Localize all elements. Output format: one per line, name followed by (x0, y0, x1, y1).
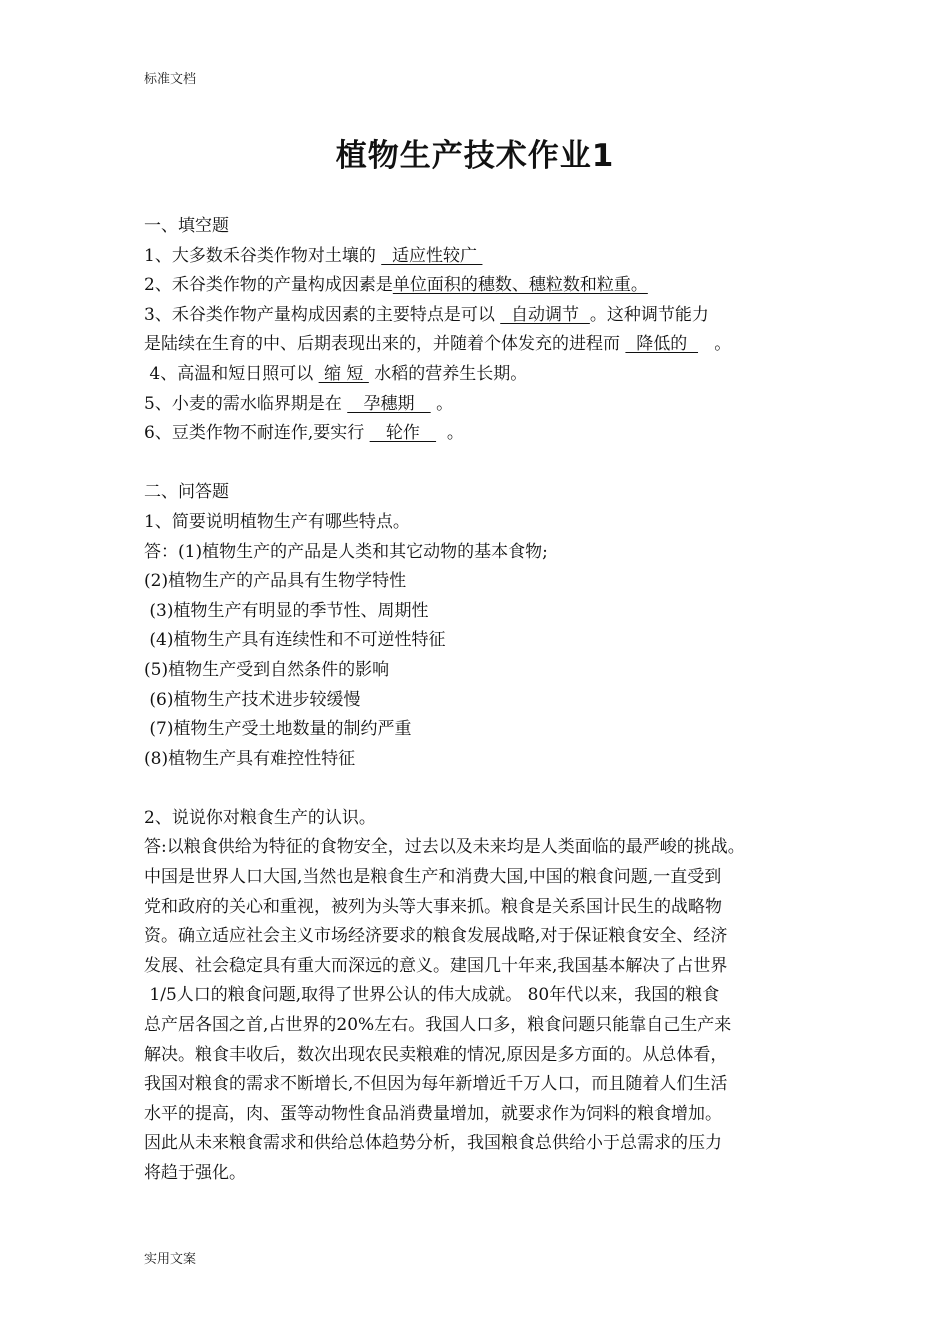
spacer (144, 449, 824, 479)
answer-line: 解决。粮食丰收后，数次出现农民卖粮难的情况,原因是多方面的。从总体看， (144, 1044, 728, 1065)
answer-line: 党和政府的关心和重视，被列为头等大事来抓。粮食是关系国计民生的战略物 (144, 896, 722, 917)
fill-question-1: 1、大多数禾谷类作物对土壤的 适应性较广 (144, 245, 483, 266)
fill-question-6: 6、豆类作物不耐连作,要实行 轮作 。 (144, 423, 464, 444)
answer-blank: 轮作 (369, 423, 437, 444)
answer-line: 1/5人口的粮食问题,取得了世界公认的伟大成就。 80年代以来，我国的粮食 (144, 985, 720, 1006)
fill-question-3-continued: 是陆续在生育的中、后期表现出来的，并随着个体发充的进程而 降低的 。 (144, 334, 732, 355)
qa-question-1: 1、简要说明植物生产有哪些特点。 (144, 511, 410, 532)
fill-question-5: 5、小麦的需水临界期是在 孕穗期 。 (144, 393, 454, 414)
spacer (144, 774, 824, 804)
fill-question-2: 2、禾谷类作物的产量构成因素是单位面积的穗数、穗粒数和粒重。 (144, 275, 648, 296)
fill-question-4: 4、高温和短日照可以 缩 短 水稻的营养生长期。 (144, 363, 528, 384)
answer-line: (3)植物生产有明显的季节性、周期性 (144, 600, 429, 621)
answer-line: (8)植物生产具有难控性特征 (144, 748, 356, 769)
qa-question-2: 2、说说你对粮食生产的认识。 (144, 807, 376, 828)
document-body (144, 212, 824, 1189)
answer-line: 资。确立适应社会主义市场经济要求的粮食发展战略,对于保证粮食安全、经济 (144, 926, 728, 947)
answer-line: (4)植物生产具有连续性和不可逆性特征 (144, 630, 446, 651)
answer-line: 中国是世界人口大国,当然也是粮食生产和消费大国,中国的粮食问题,一直受到 (144, 867, 722, 888)
qa-answer-2 (144, 833, 824, 1188)
page-header: 标准文档 (144, 72, 197, 87)
answer-line: (6)植物生产技术进步较缓慢 (144, 689, 361, 710)
answer-blank: 单位面积的穗数、穗粒数和粒重。 (392, 275, 648, 296)
answer-line: 答:以粮食供给为特征的食物安全，过去以及未来均是人类面临的最严峻的挑战。 (144, 837, 745, 858)
document-title: 植物生产技术作业1 (335, 138, 615, 174)
answer-line: 答：(1)植物生产的产品是人类和其它动物的基本食物; (144, 541, 548, 562)
answer-line: 将趋于强化。 (144, 1163, 246, 1183)
answer-blank: 缩 短 (318, 363, 369, 384)
answer-line: 水平的提高，肉、蛋等动物性食品消费量增加，就要求作为饲料的粮食增加。 (144, 1103, 722, 1124)
answer-line: (5)植物生产受到自然条件的影响 (144, 659, 390, 680)
answer-blank: 适应性较广 (381, 245, 483, 266)
answer-line: 发展、社会稳定具有重大而深远的意义。建国几十年来,我国基本解决了占世界 (144, 955, 728, 976)
answer-line: (2)植物生产的产品具有生物学特性 (144, 571, 407, 592)
section1-heading: 一、填空题 (144, 216, 229, 236)
answer-line: (7)植物生产受土地数量的制约严重 (144, 719, 412, 740)
section2-heading: 二、问答题 (144, 482, 229, 503)
answer-blank: 降低的 (625, 334, 699, 355)
answer-line: 总产居各国之首,占世界的20%左右。我国人口多，粮食问题只能靠自己生产来 (144, 1015, 732, 1036)
fill-question-3: 3、禾谷类作物产量构成因素的主要特点是可以 自动调节 。这种调节能力 (144, 304, 709, 325)
answer-line: 因此从未来粮食需求和供给总体趋势分析，我国粮食总供给小于总需求的压力 (144, 1133, 722, 1154)
answer-blank: 自动调节 (500, 304, 590, 325)
answer-blank: 孕穗期 (347, 393, 431, 414)
page-footer: 实用文案 (144, 1252, 197, 1267)
answer-line: 我国对粮食的需求不断增长,不但因为每年新增近千万人口，而且随着人们生活 (144, 1074, 728, 1095)
